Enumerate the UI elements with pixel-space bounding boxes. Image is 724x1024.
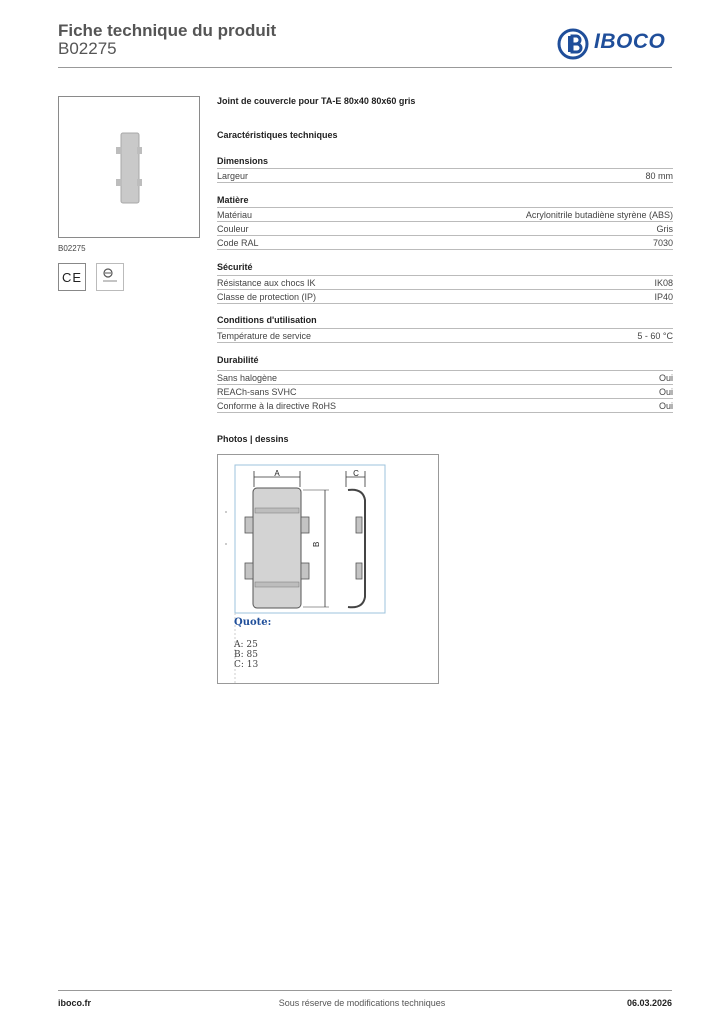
footer-date: 06.03.2026 xyxy=(626,998,672,1008)
row-label: Classe de protection (IP) xyxy=(217,291,317,302)
product-name: Joint de couvercle pour TA-E 80x40 80x60 gris xyxy=(217,96,416,106)
table-row xyxy=(217,328,673,343)
row-label: Conforme à la directive RoHS xyxy=(217,400,337,411)
thumbnail-caption: B02275 xyxy=(58,244,86,253)
table-row xyxy=(217,168,673,183)
row-label: Température de service xyxy=(217,330,312,341)
quote-line: C: 13 xyxy=(234,660,259,670)
row-value: 80 mm xyxy=(645,170,673,181)
brand-name: IBOCO xyxy=(594,30,666,53)
conditions-table xyxy=(217,328,673,343)
row-value: Acrylonitrile butadiène styrène (ABS) xyxy=(525,209,673,220)
conditions-heading: Conditions d'utilisation xyxy=(217,315,317,325)
dim-b-label: B xyxy=(312,541,321,547)
row-value: Oui xyxy=(658,386,673,397)
row-label: Résistance aux chocs IK xyxy=(217,277,316,288)
quote-line: B: 85 xyxy=(234,650,258,660)
quote-title: Quote: xyxy=(234,617,272,628)
dimensions-table xyxy=(217,168,673,183)
header-divider xyxy=(58,67,672,68)
page-title: Fiche technique du produit xyxy=(58,21,277,40)
row-value: IK08 xyxy=(654,277,673,288)
footer-site: iboco.fr xyxy=(58,998,91,1008)
row-value: Oui xyxy=(658,400,673,411)
certification-icon xyxy=(97,264,123,290)
iboco-logo xyxy=(557,28,675,60)
dimensions-heading: Dimensions xyxy=(217,156,269,166)
row-value: Oui xyxy=(658,372,673,383)
row-label: Couleur xyxy=(217,223,249,234)
table-row xyxy=(217,289,673,304)
dim-c-label: C xyxy=(353,469,359,478)
row-value: IP40 xyxy=(654,291,673,302)
footer-divider xyxy=(58,990,672,991)
characteristics-heading: Caractéristiques techniques xyxy=(217,130,338,140)
row-value: 7030 xyxy=(652,237,673,248)
matiere-table xyxy=(217,207,673,250)
table-row xyxy=(217,275,673,289)
row-label: Code RAL xyxy=(217,237,259,248)
iboco-logo-icon xyxy=(557,28,589,60)
securite-heading: Sécurité xyxy=(217,262,253,272)
row-label: Largeur xyxy=(217,170,249,181)
row-value: 5 - 60 °C xyxy=(637,330,673,341)
ce-mark: CE xyxy=(58,263,86,291)
row-label: REACh-sans SVHC xyxy=(217,386,297,397)
table-row xyxy=(217,207,673,221)
product-thumbnail xyxy=(58,96,200,238)
certification-mark xyxy=(96,263,124,291)
footer-note: Sous réserve de modifications techniques xyxy=(278,998,446,1008)
photos-heading: Photos | dessins xyxy=(217,434,289,444)
table-row xyxy=(217,235,673,250)
product-image xyxy=(59,97,199,237)
durabilite-table xyxy=(217,370,673,413)
matiere-heading: Matière xyxy=(217,195,249,205)
product-code: B02275 xyxy=(58,39,117,58)
row-value: Gris xyxy=(656,223,673,234)
dim-a-label: A xyxy=(274,469,280,478)
securite-table xyxy=(217,275,673,304)
quote-line: A: 25 xyxy=(234,640,258,650)
table-row xyxy=(217,370,673,384)
table-row xyxy=(217,398,673,413)
durabilite-heading: Durabilité xyxy=(217,355,259,365)
row-label: Matériau xyxy=(217,209,253,220)
table-row xyxy=(217,384,673,398)
row-label: Sans halogène xyxy=(217,372,278,383)
table-row xyxy=(217,221,673,235)
